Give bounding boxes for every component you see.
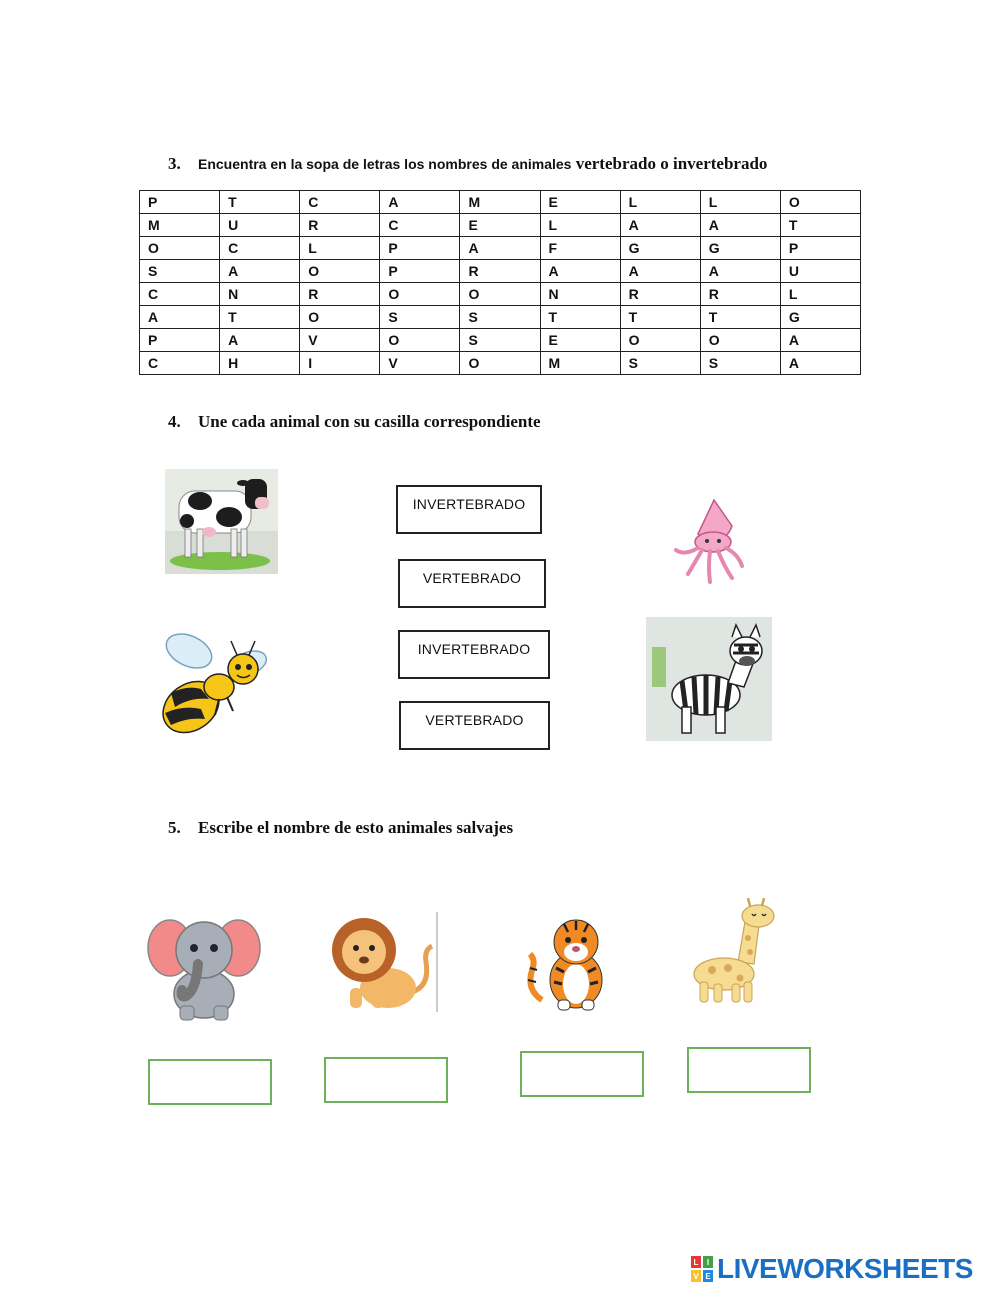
word-search-cell[interactable]: P	[140, 329, 220, 352]
q4-heading	[168, 412, 541, 432]
logo-badge-letter: I	[706, 1258, 710, 1267]
word-search-row	[140, 329, 861, 352]
lion-picture	[326, 910, 440, 1014]
q4-title: Une cada animal con su casilla correspondiente	[198, 412, 541, 431]
word-search-cell[interactable]: T	[780, 214, 860, 237]
word-search-cell[interactable]: T	[220, 306, 300, 329]
word-search-cell[interactable]: O	[700, 329, 780, 352]
zebra-picture[interactable]	[646, 617, 772, 741]
word-search-cell[interactable]: O	[140, 237, 220, 260]
q3-number: 3.	[168, 154, 181, 173]
word-search-row	[140, 260, 861, 283]
answer-input-tiger[interactable]	[520, 1051, 644, 1097]
word-search-cell[interactable]: M	[140, 214, 220, 237]
logo-badge-letter: E	[705, 1272, 711, 1281]
q3-title-part1: Encuentra en la sopa de letras los nombres de animales	[198, 156, 572, 172]
word-search-cell[interactable]: O	[620, 329, 700, 352]
q5-title: Escribe el nombre de esto animales salvajes	[198, 818, 514, 837]
giraffe-picture	[688, 898, 780, 1006]
word-search-cell[interactable]: E	[540, 191, 620, 214]
word-search-row	[140, 237, 861, 260]
word-search-cell[interactable]: G	[780, 306, 860, 329]
word-search-cell[interactable]: R	[300, 214, 380, 237]
word-search-cell[interactable]: C	[140, 283, 220, 306]
word-search-row	[140, 306, 861, 329]
q4-number: 4.	[168, 412, 181, 431]
word-search-cell[interactable]: U	[780, 260, 860, 283]
word-search-row	[140, 283, 861, 306]
word-search-cell[interactable]: E	[540, 329, 620, 352]
word-search-cell[interactable]: S	[620, 352, 700, 375]
word-search-cell[interactable]: A	[220, 329, 300, 352]
answer-input-elephant[interactable]	[148, 1059, 272, 1105]
word-search-cell[interactable]: T	[540, 306, 620, 329]
word-search-cell[interactable]: L	[620, 191, 700, 214]
answer-input-lion[interactable]	[324, 1057, 448, 1103]
word-search-cell[interactable]: O	[380, 283, 460, 306]
classification-box-invertebrado[interactable]: INVERTEBRADO	[398, 630, 550, 679]
word-search-cell[interactable]: A	[780, 329, 860, 352]
word-search-cell[interactable]: T	[220, 191, 300, 214]
logo-badge-letter: L	[693, 1258, 699, 1267]
word-search-cell[interactable]: P	[140, 191, 220, 214]
q3-title-part2: vertebrado o invertebrado	[575, 154, 768, 173]
word-search-cell[interactable]: I	[300, 352, 380, 375]
word-search-cell[interactable]: G	[700, 237, 780, 260]
word-search-cell[interactable]: R	[700, 283, 780, 306]
bee-picture[interactable]	[157, 627, 271, 736]
classification-box-invertebrado[interactable]: INVERTEBRADO	[396, 485, 542, 534]
word-search-cell[interactable]: A	[700, 260, 780, 283]
word-search-cell[interactable]: A	[220, 260, 300, 283]
word-search-cell[interactable]: P	[780, 237, 860, 260]
word-search-cell[interactable]: S	[380, 306, 460, 329]
word-search-cell[interactable]: R	[620, 283, 700, 306]
word-search-cell[interactable]: G	[620, 237, 700, 260]
word-search-cell[interactable]: S	[460, 306, 540, 329]
word-search-cell[interactable]: O	[380, 329, 460, 352]
word-search-cell[interactable]: C	[140, 352, 220, 375]
word-search-cell[interactable]: S	[460, 329, 540, 352]
answer-input-giraffe[interactable]	[687, 1047, 811, 1093]
q5-number: 5.	[168, 818, 181, 837]
word-search-cell[interactable]: H	[220, 352, 300, 375]
word-search-cell[interactable]: C	[380, 214, 460, 237]
word-search-cell[interactable]: R	[300, 283, 380, 306]
word-search-cell[interactable]: P	[380, 237, 460, 260]
cow-picture[interactable]	[165, 469, 278, 574]
q5-heading	[168, 818, 513, 838]
word-search-cell[interactable]: A	[620, 214, 700, 237]
word-search-cell[interactable]: O	[300, 306, 380, 329]
word-search-cell[interactable]: A	[700, 214, 780, 237]
q3-heading	[168, 154, 767, 174]
liveworksheets-logo-icon	[691, 1256, 713, 1282]
word-search-cell[interactable]: A	[140, 306, 220, 329]
word-search-cell[interactable]: V	[300, 329, 380, 352]
word-search-cell[interactable]: T	[620, 306, 700, 329]
word-search-cell[interactable]: A	[780, 352, 860, 375]
word-search-cell[interactable]: N	[540, 283, 620, 306]
word-search-cell[interactable]: O	[460, 283, 540, 306]
word-search-row	[140, 352, 861, 375]
word-search-cell[interactable]: L	[540, 214, 620, 237]
word-search-cell[interactable]: P	[380, 260, 460, 283]
word-search-cell[interactable]: O	[460, 352, 540, 375]
word-search-cell[interactable]: C	[300, 191, 380, 214]
word-search-cell[interactable]: O	[780, 191, 860, 214]
word-search-cell[interactable]: L	[700, 191, 780, 214]
word-search-cell[interactable]: T	[700, 306, 780, 329]
classification-box-vertebrado[interactable]: VERTEBRADO	[398, 559, 546, 608]
word-search-row	[140, 191, 861, 214]
word-search-grid	[139, 190, 861, 375]
word-search-cell[interactable]: M	[540, 352, 620, 375]
word-search-cell[interactable]: C	[220, 237, 300, 260]
squid-picture[interactable]	[668, 494, 748, 588]
word-search-cell[interactable]: F	[540, 237, 620, 260]
word-search-cell[interactable]: A	[620, 260, 700, 283]
word-search-cell[interactable]: A	[460, 237, 540, 260]
logo-badge-letter: V	[693, 1272, 699, 1281]
word-search-cell[interactable]: R	[460, 260, 540, 283]
word-search-cell[interactable]: O	[300, 260, 380, 283]
word-search-cell[interactable]: L	[300, 237, 380, 260]
word-search-cell[interactable]: U	[220, 214, 300, 237]
word-search-cell[interactable]: A	[380, 191, 460, 214]
word-search-cell[interactable]: L	[780, 283, 860, 306]
word-search-cell[interactable]: M	[460, 191, 540, 214]
liveworksheets-logo	[691, 1253, 973, 1285]
liveworksheets-logo-text: LIVEWORKSHEETS	[717, 1253, 973, 1284]
tiger-picture	[522, 910, 624, 1012]
word-search-cell[interactable]: N	[220, 283, 300, 306]
word-search-cell[interactable]: V	[380, 352, 460, 375]
elephant-picture	[146, 910, 262, 1024]
word-search-cell[interactable]: S	[700, 352, 780, 375]
word-search-row	[140, 214, 861, 237]
word-search-cell[interactable]: E	[460, 214, 540, 237]
classification-box-vertebrado[interactable]: VERTEBRADO	[399, 701, 550, 750]
word-search-cell[interactable]: A	[540, 260, 620, 283]
word-search-cell[interactable]: S	[140, 260, 220, 283]
